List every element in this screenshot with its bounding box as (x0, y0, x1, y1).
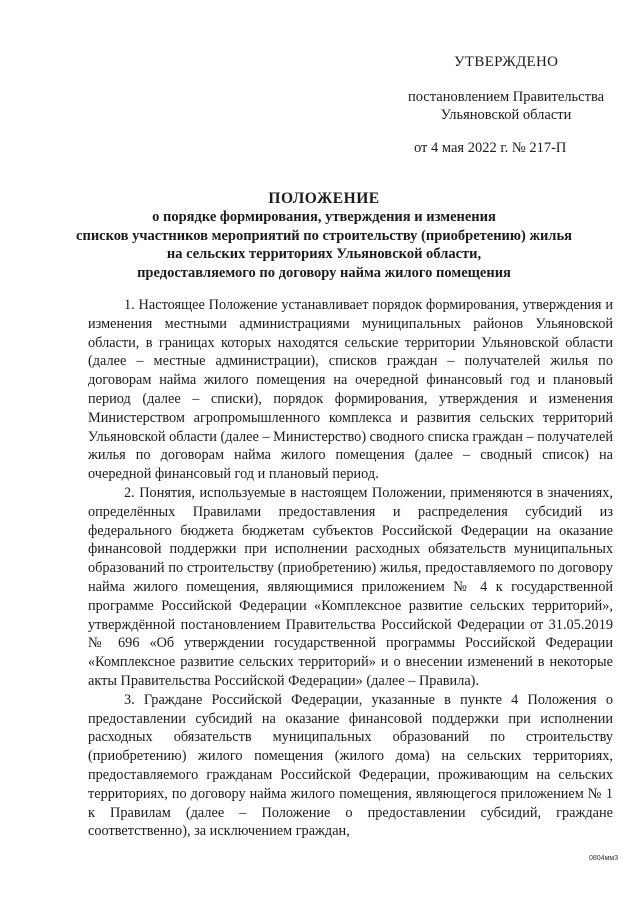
document-code: 0804мм3 (589, 855, 619, 862)
document-body (88, 296, 613, 841)
paragraph-2: 2. Понятия, используемые в настоящем Положении, применяются в значениях, определённых Правилами предоставления и распределения субсидий из федерального бюджета бюджетам субъектов Российской Федерации на оказание финансовой поддержки при исполнении расходных обязательств муниципальных образований по строительству (приобретению) жилья, предоставляемого по договору найма жилого помещения, являющимися приложением № 4 к государственной программе Российской Федерации «Комплексное развитие сельских территорий», утверждённой постановлением Правительства Российской Федерации от 31.05.2019 № 696 «Об утверждении государственной программы Российской Федерации «Комплексное развитие сельских территорий» и о внесении изменений в некоторые акты Правительства Российской Федерации» (далее – Правила). (88, 484, 613, 689)
decree-reference (380, 88, 632, 124)
title-line: о порядке формирования, утверждения и изменения (152, 209, 496, 225)
paragraph-1: 1. Настоящее Положение устанавливает порядок формирования, утверждения и изменения местными администрациями муниципальных районов Ульяновской области, в границах которых находятся сельские территории Ульяновской области (далее – местные администрации), списков граждан – получателей жилья по договорам найма жилого помещения на очередной финансовый год и плановый период (далее – списки), порядок формирования, утверждения и изменения Министерством агропромышленного комплекса и развития сельских территорий Ульяновской области (далее – Министерство) сводного списка граждан – получателей жилья по договорам найма жилого помещения (далее – сводный список) на очередной финансовый год и плановый период. (88, 297, 613, 483)
decree-line-1: постановлением Правительства (407, 89, 605, 105)
title-line: на сельских территориях Ульяновской области, (166, 246, 482, 262)
paragraph-3: 3. Граждане Российской Федерации, указанные в пункте 4 Положения о предоставлении субсидий на оказание финансовой поддержки при исполнении расходных обязательств муниципальных образований по строительству (приобретению) жилого помещения (жилого дома) на сельских территориях, предоставляемого гражданам Российской Федерации, проживающим на сельских территориях, по договору найма жилого помещения, являющегося приложением № 1 к Правилам (далее – Положение о предоставлении субсидий, граждане соответственно), за исключением граждан, (88, 691, 613, 840)
approval-stamp: УТВЕРЖДЕНО (454, 54, 559, 70)
title-line: предоставляемого по договору найма жилого помещения (137, 264, 511, 281)
title-main: ПОЛОЖЕНИЕ (268, 190, 380, 207)
title-line: списков участников мероприятий по строительству (приобретению) жилья (76, 227, 572, 244)
decree-date-number: от 4 мая 2022 г. № 217-П (414, 140, 567, 156)
document-title (64, 189, 584, 282)
decree-line-2: Ульяновской области (440, 107, 572, 123)
